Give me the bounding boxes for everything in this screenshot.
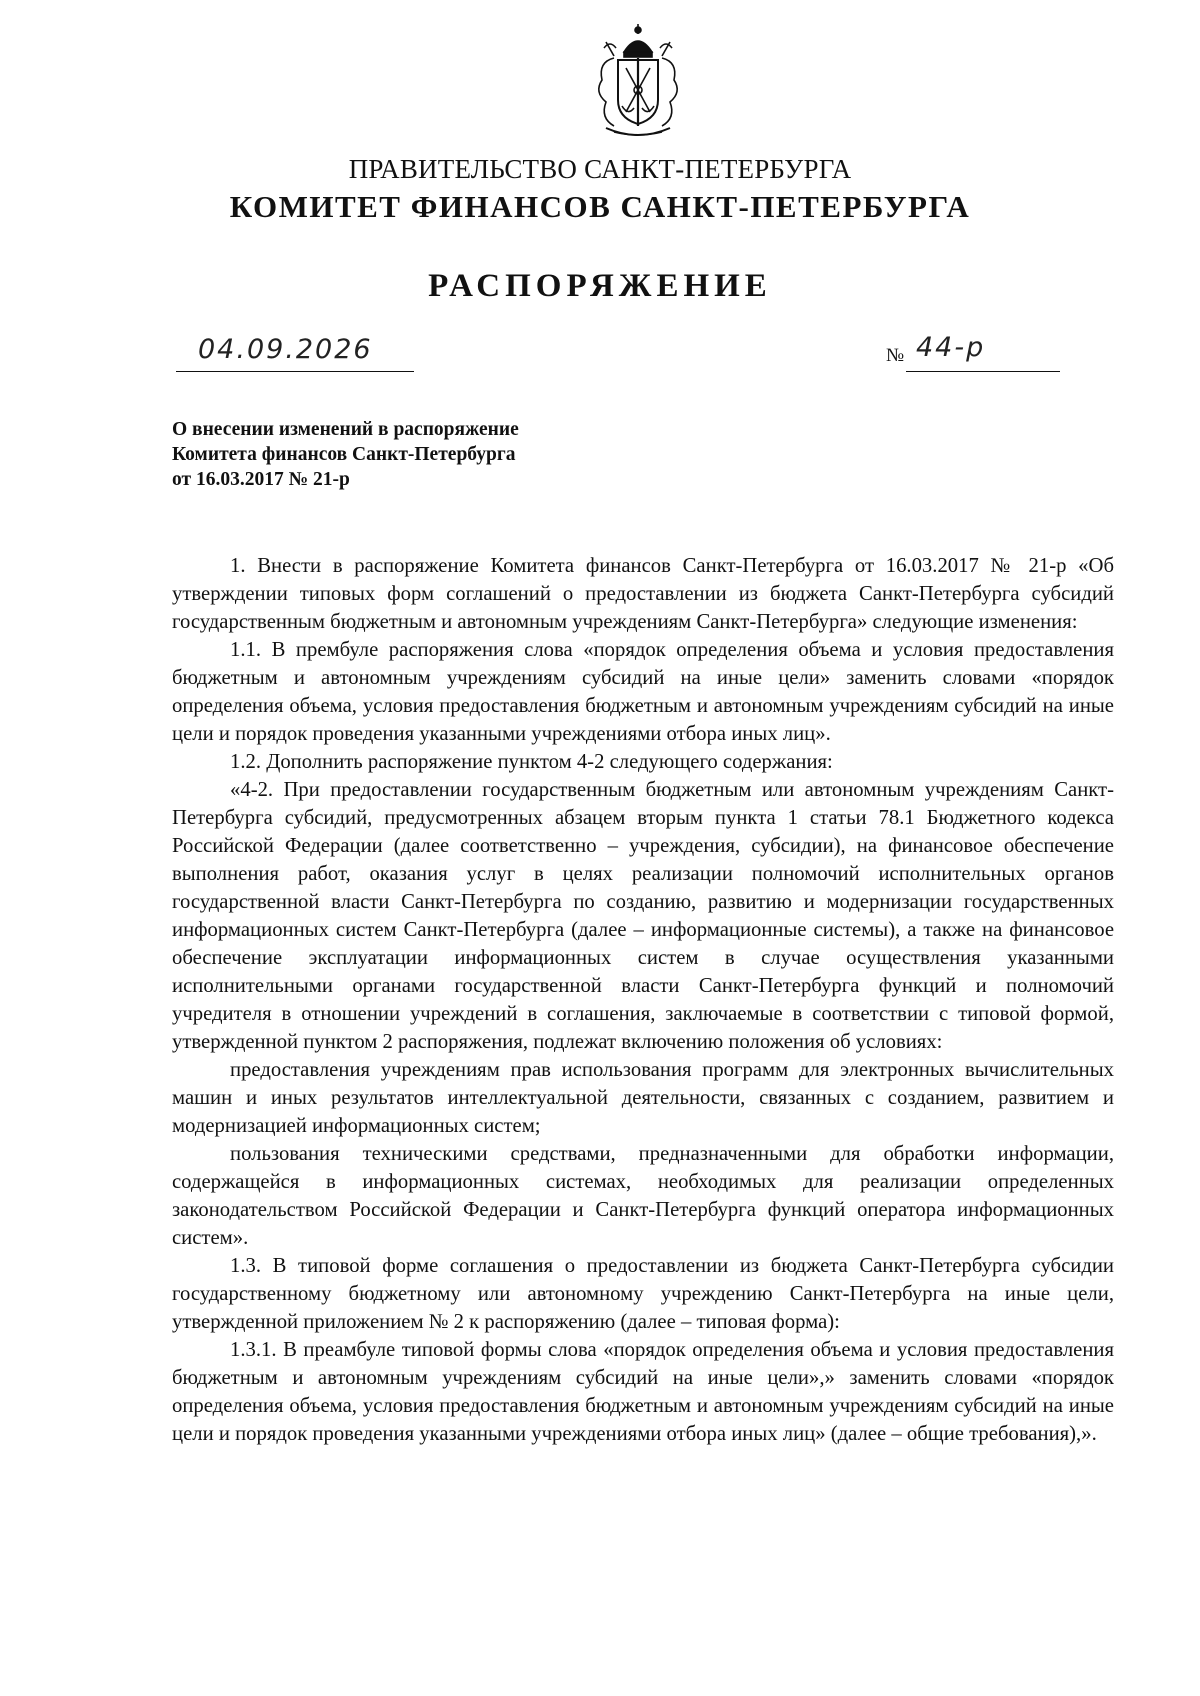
paragraph: 1.3.1. В преамбуле типовой формы слова «порядок определения объема и условия предоставления бюджетным и автономным учреждениям субсидий на иные цели»,» заменить словами «порядок определения объема, условия предоставления бюджетным и автономным учреждениям субсидий на иные цели и порядок проведения указанными учреждениями отбора иных лиц» (далее – общие требования),». [172,1339,1114,1445]
subject-line: Комитета финансов Санкт-Петербурга [172,444,516,465]
paragraph: пользования техническими средствами, предназначенными для обработки информации, содержащейся в информационных системах, необходимых для реализации определенных законодательством Российской Федерации и Санкт-Петербурга функций оператора информационных систем». [172,1143,1114,1249]
subject-line: от 16.03.2017 № 21-р [172,469,350,490]
document-type: РАСПОРЯЖЕНИЕ [428,268,772,304]
document-subject [172,417,519,492]
paragraph: 1.1. В прембуле распоряжения слова «порядок определения объема и условия предоставления бюджетным и автономным учреждениям субсидий на иные цели» заменить словами «порядок определения объема, условия предоставления бюджетным и автономным учреждениям субсидий на иные цели и порядок проведения указанными учреждениями отбора иных лиц». [172,639,1114,745]
paragraph: предоставления учреждениям прав использования программ для электронных вычислительных машин и иных результатов интеллектуальной деятельности, связанных с созданием, развитием и модернизацией информационных систем; [172,1059,1114,1137]
date-field [176,336,414,372]
paragraph: 1. Внести в распоряжение Комитета финансов Санкт-Петербурга от 16.03.2017 № 21-р «Об утверждении типовых форм соглашений о предоставлении из бюджета Санкт-Петербурга субсидий государственным бюджетным и автономным учреждениям Санкт-Петербурга» следующие изменения: [172,555,1114,633]
number-field [906,332,1060,372]
handwritten-date: 04.09.2026 [198,334,373,365]
handwritten-number: 44-р [916,332,986,363]
committee-title: КОМИТЕТ ФИНАНСОВ САНКТ-ПЕТЕРБУРГА [229,189,971,224]
coat-of-arms-icon [584,22,692,140]
subject-line: О внесении изменений в распоряжение [172,419,519,440]
paragraph: «4-2. При предоставлении государственным бюджетным или автономным учреждениям Санкт-Петербурга субсидий, предусмотренных абзацем вторым пункта 1 статьи 78.1 Бюджетного кодекса Российской Федерации (далее соответственно – учреждения, субсидии), на финансовое обеспечение выполнения работ, оказания услуг в целях реализации полномочий исполнительных органов государственной власти Санкт-Петербурга по созданию, развитию и модернизации государственных информационных систем Санкт-Петербурга (далее – информационные системы), а также на финансовое обеспечение эксплуатации информационных систем в случае осуществления указанными исполнительными органами государственной власти Санкт-Петербурга функций и полномочий учредителя в отношении учреждений в соглашения, заключаемые в соответствии с типовой формой, утвержденной пунктом 2 распоряжения, подлежат включению положения об условиях: [172,779,1114,1053]
government-title: ПРАВИТЕЛЬСТВО САНКТ-ПЕТЕРБУРГА [348,154,852,184]
number-label: № [886,345,905,366]
paragraph: 1.3. В типовой форме соглашения о предоставлении из бюджета Санкт-Петербурга субсидии государственному бюджетному или автономному учреждению Санкт-Петербурга на иные цели, утвержденной приложением № 2 к распоряжению (далее – типовая форма): [172,1255,1114,1333]
paragraph: 1.2. Дополнить распоряжение пунктом 4-2 следующего содержания: [230,751,833,773]
document-body [172,552,1114,1448]
